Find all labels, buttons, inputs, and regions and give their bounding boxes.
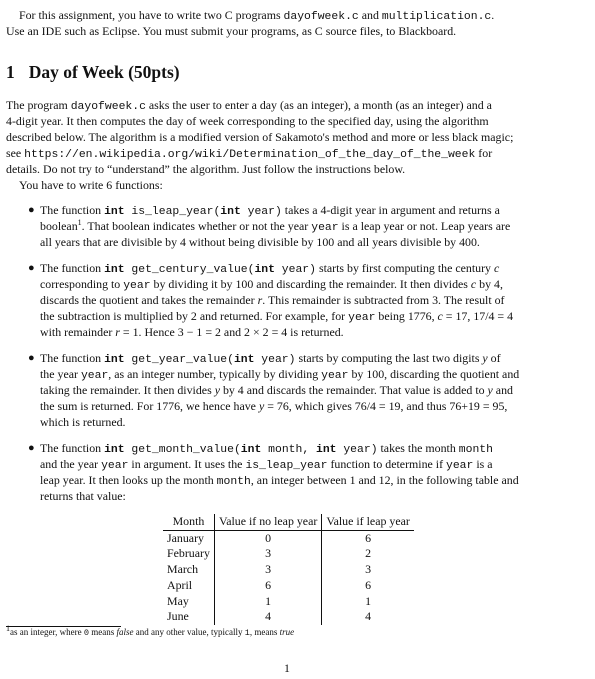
no-leap-value-cell: 3 xyxy=(214,562,321,578)
para-line: The program dayofweek.c asks the user to enter a day (as an integer), a month (as an integer) and a xyxy=(6,98,492,113)
leap-value-cell: 2 xyxy=(365,546,372,561)
table-row xyxy=(163,562,414,578)
table-header-row xyxy=(163,514,414,530)
section-heading: 1 Day of Week (50pts) xyxy=(6,62,180,82)
month-value-table xyxy=(163,514,414,625)
para-line: described below. The algorithm is a modified version of Sakamoto's method and more or less black magic; xyxy=(6,130,514,144)
para-line: 4-digit year. It then computes the day of week corresponding to the specified day, using the algorithm xyxy=(6,114,489,128)
table-row xyxy=(163,546,414,562)
table-row xyxy=(163,609,414,625)
bullet-3-line: taking the remainder. It then divides y by 4 and discards the remainder. That value is added to y and xyxy=(40,383,513,397)
bullet-4-line: and the year year in argument. It uses the is_leap_year function to determine if year is a xyxy=(40,457,493,472)
column-header-month: Month xyxy=(163,514,214,530)
leap-value-cell: 3 xyxy=(365,562,372,577)
bullet-icon: ● xyxy=(28,204,35,216)
page-number: 1 xyxy=(284,661,290,675)
bullet-2-line: with remainder r = 1. Hence 3 − 1 = 2 and 2 × 2 = 4 is returned. xyxy=(40,325,344,339)
no-leap-value-cell: 1 xyxy=(214,594,321,610)
leap-value-cell: 6 xyxy=(365,577,372,592)
footnote-marker: 1 xyxy=(77,218,82,228)
bullet-2-line: discards the quotient and takes the remainder r. This remainder is subtracted from 3. The result of xyxy=(40,293,505,307)
intro-line-2: Use an IDE such as Eclipse. You must submit your programs, as C source files, to Blackboard. xyxy=(6,24,457,38)
bullet-1-line: boolean$^1$. That boolean indicates whether or not the year year is a leap year or not. Leap years are xyxy=(40,218,511,234)
bullet-icon: ● xyxy=(28,442,35,454)
bullet-2-line: The function int get_century_value(int year) starts by first computing the century c xyxy=(40,261,500,276)
para-line: You have to write 6 functions: xyxy=(19,178,163,192)
para-line: details. Do not try to “understand” the algorithm. Just follow the instructions below. xyxy=(6,162,406,176)
bullet-3-line: the year year, as an integer number, typically by dividing year by 100, discarding the quotient and xyxy=(40,367,520,382)
bullet-3-line: The function int get_year_value(int year) starts by computing the last two digits y of xyxy=(40,351,501,366)
month-cell: May xyxy=(163,594,214,610)
footnote: $^1$as an integer, where 0 means false and any other value, typically 1, means true xyxy=(6,624,295,638)
leap-value-cell: 6 xyxy=(365,530,372,545)
bullet-2-line: the subtraction is multiplied by 2 and returned. For example, for year being 1776, c = 17, 17/4 = 4 xyxy=(40,309,514,324)
bullet-3-line: the sum is returned. For 1776, we hence have y = 76, which gives 76/4 = 19, and thus 76+19 = 95, xyxy=(40,399,508,413)
para-line: see https://en.wikipedia.org/wiki/Determination_of_the_day_of_the_week for xyxy=(6,146,493,161)
bullet-1-line: all years that are divisible by 4 without being divisible by 100 and all years divisible by 400. xyxy=(40,235,480,249)
column-header-no-leap: Value if no leap year xyxy=(214,514,321,530)
bullet-icon: ● xyxy=(28,262,35,274)
bullet-4-line: The function int get_month_value(int month, int year) takes the month month xyxy=(40,441,493,456)
month-cell: February xyxy=(163,546,214,562)
wikipedia-link: https://en.wikipedia.org/wiki/Determination_of_the_day_of_the_week xyxy=(24,149,476,161)
no-leap-value-cell: 6 xyxy=(214,578,321,594)
table-row xyxy=(163,530,414,546)
bullet-4-line: leap year. It then looks up the month month, an integer between 1 and 12, in the following table and xyxy=(40,473,519,488)
month-cell: June xyxy=(163,609,214,625)
month-cell: April xyxy=(163,578,214,594)
month-cell: January xyxy=(163,530,214,546)
table-row xyxy=(163,578,414,594)
intro-line-1: For this assignment, you have to write two C programs dayofweek.c and multiplication.c. xyxy=(19,8,495,23)
bullet-4-line: returns that value: xyxy=(40,489,126,503)
column-header-leap: Value if leap year xyxy=(322,514,414,530)
leap-value-cell: 1 xyxy=(365,593,372,608)
no-leap-value-cell: 0 xyxy=(214,530,321,546)
bullet-1-line: The function int is_leap_year(int year) takes a 4-digit year in argument and returns a xyxy=(40,203,500,218)
bullet-icon: ● xyxy=(28,352,35,364)
table-row xyxy=(163,594,414,610)
bullet-3-line: which is returned. xyxy=(40,415,126,429)
bullet-2-line: corresponding to year by dividing it by 100 and discarding the remainder. It then divides c by 4, xyxy=(40,277,503,292)
month-cell: March xyxy=(163,562,214,578)
leap-value-cell: 4 xyxy=(365,609,372,624)
no-leap-value-cell: 4 xyxy=(214,609,321,625)
no-leap-value-cell: 3 xyxy=(214,546,321,562)
